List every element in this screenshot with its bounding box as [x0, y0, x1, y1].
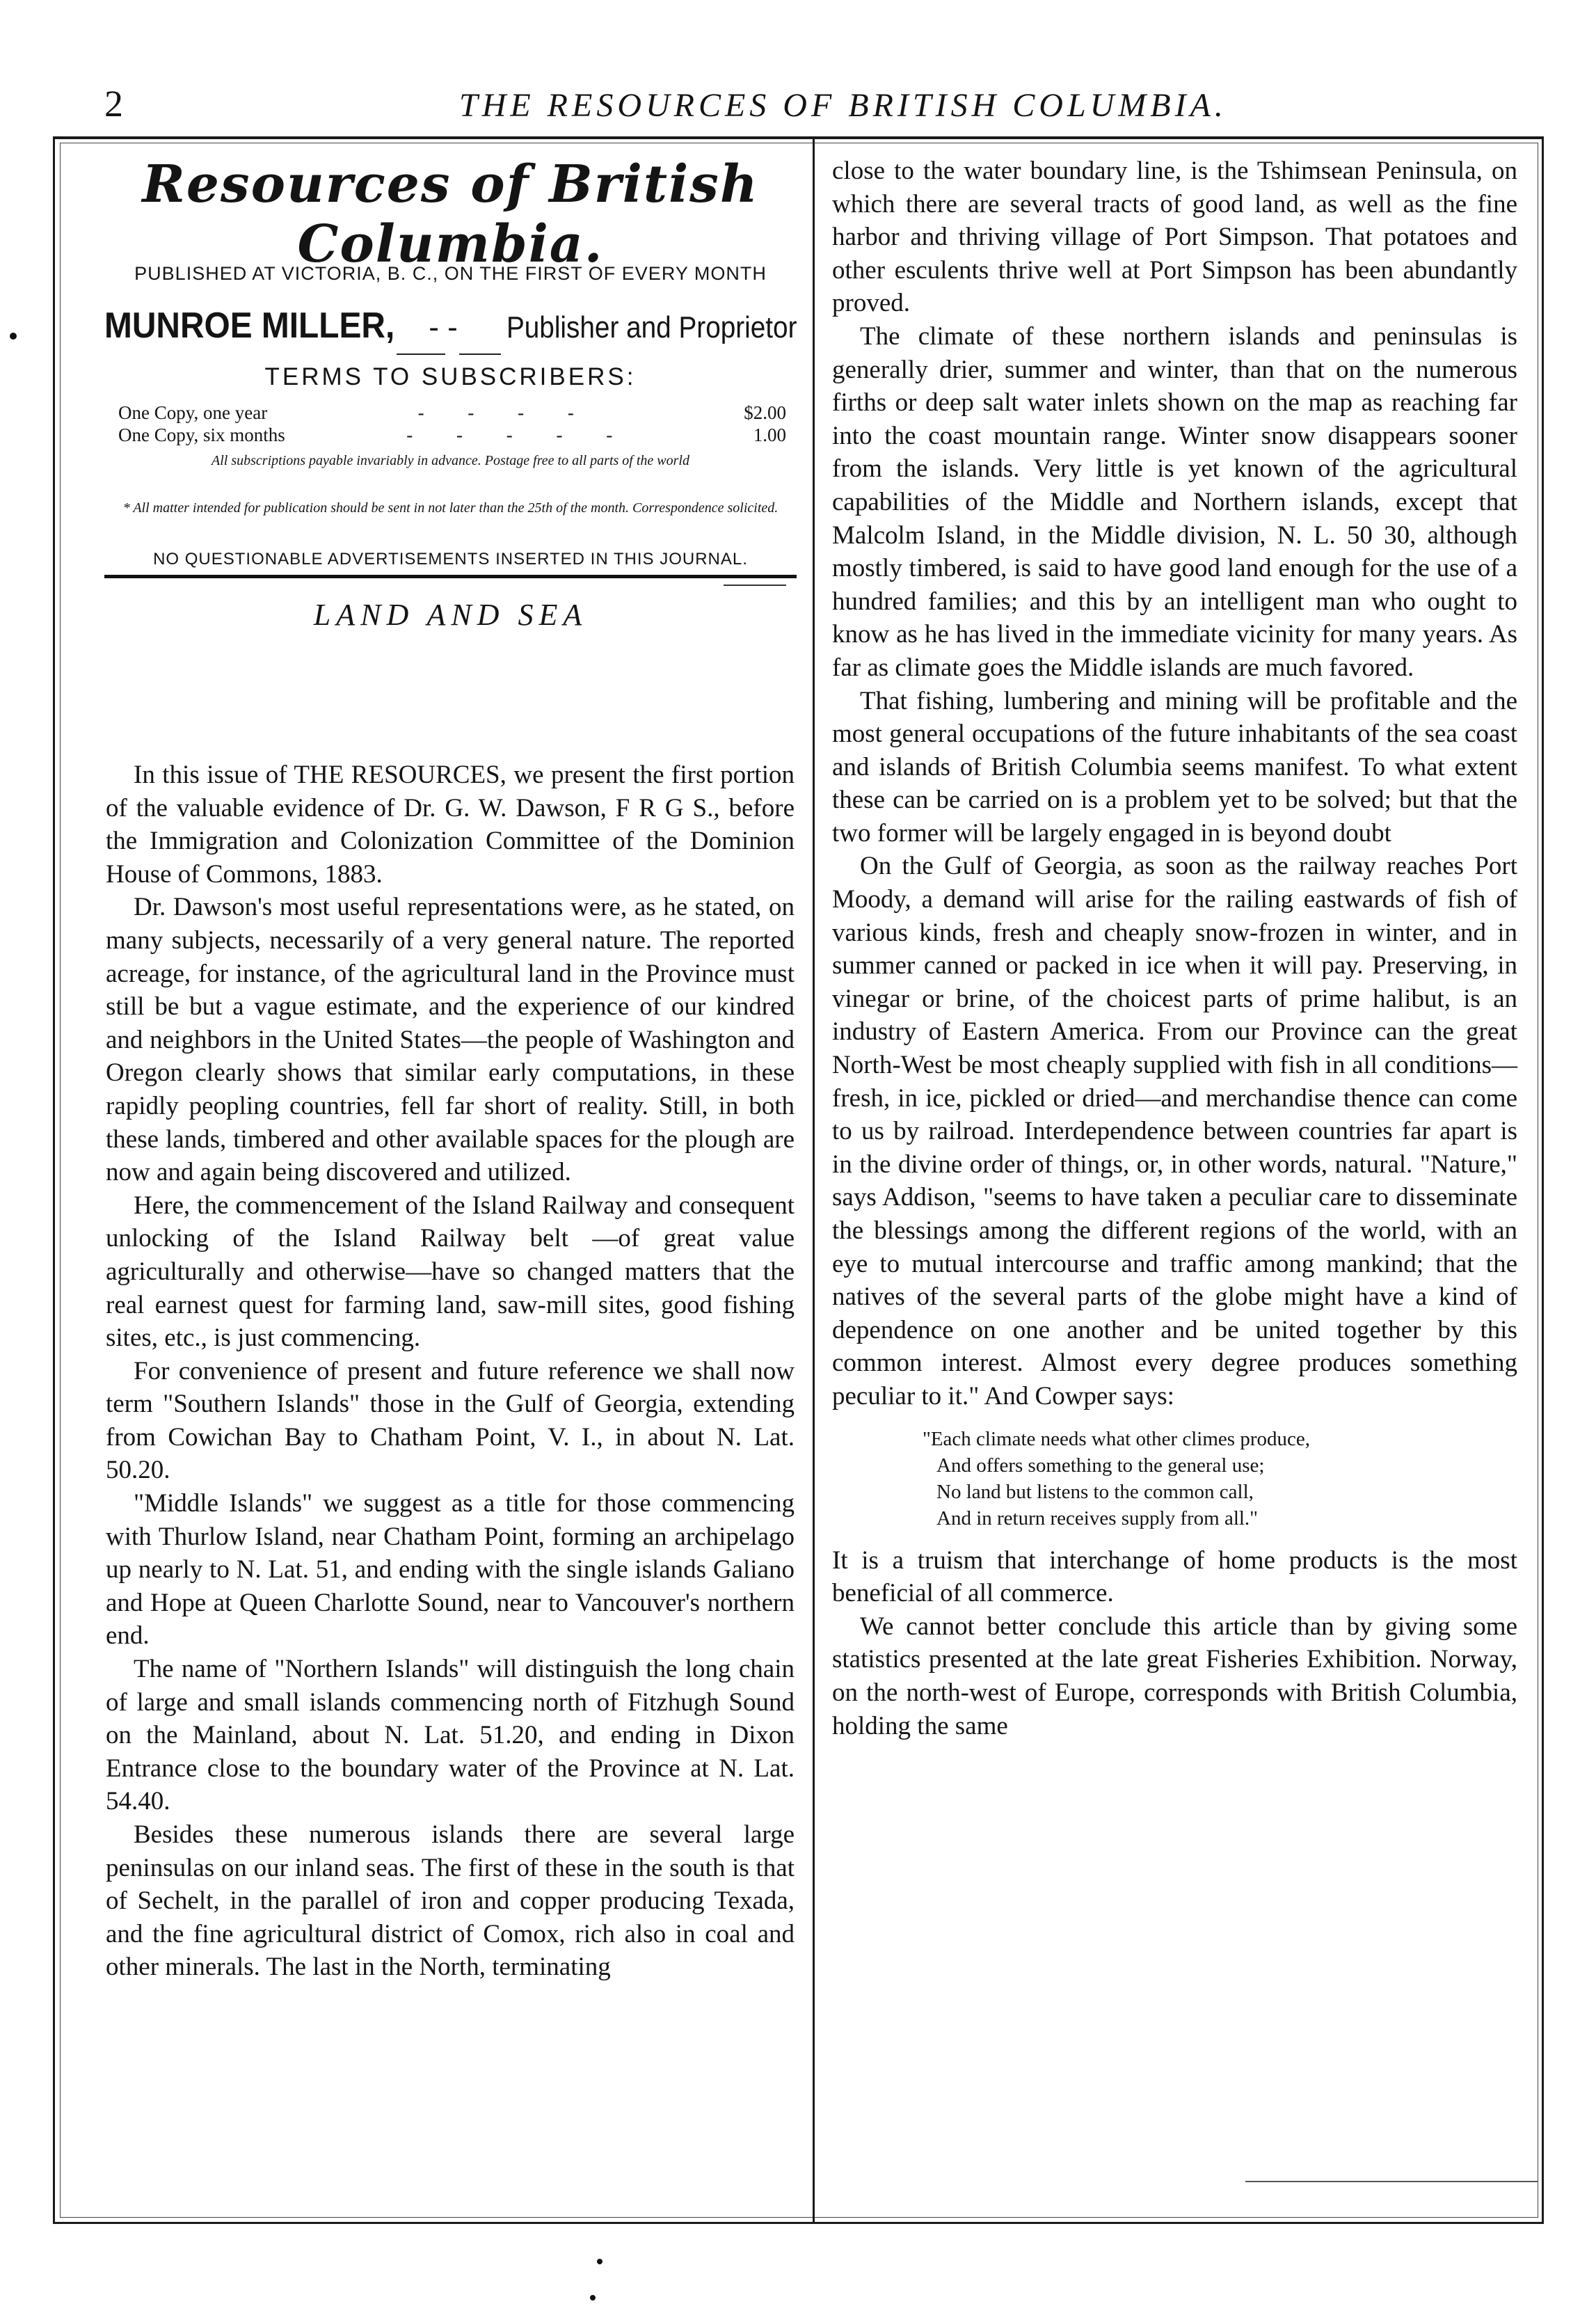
print-speck	[590, 2295, 596, 2301]
matter-note: * All matter intended for publication should be sent in not later than the 25th of the month. Correspondence solicited.	[122, 500, 779, 516]
paragraph: Dr. Dawson's most useful representations were, as he stated, on many subjects, necessarily of a very general nature. The reported acreage, for instance, of the agricultural land in the Province must still be but a vague estimate, and the experience of our kindred and neighbors in the United States—the people of Washington and Oregon clearly shows that similar early computations, in these rapidly peopling countries, fell far short of reality. Still, in both these lands, timbered and other available spaces for the plough are now and again being discovered and utilized.	[106, 893, 795, 1187]
print-speck	[597, 2259, 603, 2264]
publisher-name: MUNROE MILLER,	[104, 305, 395, 346]
divider	[1245, 2181, 1538, 2182]
paragraph: We cannot better conclude this article than by giving some statistics presented at the late great Fisheries Exhibition. Norway, on the north-west of Europe, corresponds with British Columbia, holding the same	[832, 1612, 1517, 1740]
payment-note: All subscriptions payable invariably in advance. Postage free to all parts of the world	[212, 453, 689, 468]
paragraph: It is a truism that interchange of home products is the most beneficial of all commerce.	[832, 1546, 1517, 1608]
paragraph: "Middle Islands" we suggest as a title for those commencing with Thurlow Island, near Chatham Point, forming an archipelago up nearly to N. Lat. 51, and ending with the single islands Galiano and Hope at Queen Charlotte Sound, near to Vancouver's northern end.	[106, 1489, 795, 1651]
divider	[397, 353, 445, 355]
rate-label: One Copy, one year	[118, 402, 268, 423]
poem-quote	[832, 1426, 1517, 1532]
terms-heading: TERMS TO SUBSCRIBERS:	[264, 363, 637, 390]
column-rule	[813, 136, 815, 2224]
masthead-title: Resources of British Columbia.	[142, 154, 759, 274]
paragraph: On the Gulf of Georgia, as soon as the railway reaches Port Moody, a demand will arise for the railing eastwards of fish of various kinds, fresh and cheaply snow-frozen in winter, and in summer canned or packed in ice when it will pay. Preserving, in vinegar or brine, of the choicest parts of prime halibut, is an industry of Eastern America. From our Province can the great North-West be most cheaply supplied with fish in all conditions—fresh, in ice, pickled or dried—and merchandise thence can come to us by railroad. Interdependence between countries far apart is in the divine order of things, or, in other words, natural. "Nature," says Addison, "seems to have taken a peculiar care to disseminate the blessings among the different regions of the world, with an eye to mutual intercourse and traffic among mankind; that the natives of the several parts of the globe might have a kind of dependence on one another and be united together by this common interest. Almost every degree produces something peculiar to it." And Cowper says:	[832, 852, 1517, 1411]
paragraph: Besides these numerous islands there are several large peninsulas on our inland seas. The first of these in the south is that of Sechelt, in the parallel of iron and copper producing Texada, and the fine agricultural district of Comox, rich also in coal and other minerals. The last in the North, terminating	[106, 1820, 795, 1982]
paragraph: In this issue of THE RESOURCES, we present the first portion of the valuable evidence of Dr. G. W. Dawson, F R G S., before the Immigration and Colonization Committee of the Dominion House of Commons, 1883.	[106, 761, 795, 889]
paragraph: The climate of these northern islands and peninsulas is generally drier, summer and winter, than that on the numerous firths or deep salt water inlets shown on the map as reaching far into the coast mountain range. Winter snow disappears sooner from the islands. Very little is yet known of the agricultural capabilities of the Middle and Northern islands, except that Malcolm Island, in the Middle division, N. L. 50 30, although mostly timbered, is said to have good land enough for the use of a hundred families; and this by an intelligent man who ought to know as he has lived in the immediate vicinity for many years. As far as climate goes the Middle islands are much favored.	[832, 321, 1517, 682]
article-column-left	[106, 758, 795, 1984]
poem-line: And in return receives supply from all."	[936, 1507, 1259, 1530]
article-column-right	[832, 154, 1517, 1742]
rate-price: 1.00	[753, 424, 786, 445]
paragraph: Here, the commencement of the Island Railway and consequent unlocking of the Island Railway belt —of great value agriculturally and otherwise—have so changed matters that the real earnest quest for farming land, saw-mill sites, good fishing sites, etc., is just commencing.	[106, 1191, 795, 1353]
publisher-title: Publisher and Proprietor	[506, 310, 797, 344]
article-title: LAND AND SEA	[313, 598, 588, 632]
rate-row-six-months	[118, 424, 786, 446]
poem-line: And offers something to the general use;	[936, 1454, 1265, 1477]
rate-dots: - - - - -	[406, 424, 632, 445]
divider	[724, 585, 786, 586]
print-speck	[10, 333, 17, 340]
poem-line: No land but listens to the common call,	[936, 1480, 1254, 1503]
no-questionable-notice: NO QUESTIONABLE ADVERTISEMENTS INSERTED IN THIS JOURNAL.	[153, 550, 748, 569]
rate-label: One Copy, six months	[118, 424, 285, 445]
rate-dots: - - - -	[417, 402, 593, 423]
paragraph: close to the water boundary line, is the Tshimsean Peninsula, on which there are several tracts of good land, as well as the fine harbor and thriving village of Port Simpson. That potatoes and other esculents thrive well at Port Simpson has been abundantly proved.	[832, 157, 1517, 318]
running-head: THE RESOURCES OF BRITISH COLUMBIA.	[459, 87, 1227, 124]
rate-price: $2.00	[744, 402, 786, 423]
rate-row-year	[118, 402, 786, 424]
paragraph: That fishing, lumbering and mining will be profitable and the most general occupations of the future inhabitants of the sea coast and islands of British Columbia seems manifest. To what extent these can be carried on is a problem yet to be solved; but that the two former will be largely engaged in is beyond doubt	[832, 686, 1517, 848]
paragraph: For convenience of present and future reference we shall now term "Southern Islands" those in the Gulf of Georgia, extending from Cowichan Bay to Chatham Point, V. I., in about N. Lat. 50.20.	[106, 1356, 795, 1485]
masthead-rule	[104, 575, 797, 578]
poem-line: "Each climate needs what other climes produce,	[923, 1427, 1310, 1450]
publisher-dashes: - -	[429, 310, 458, 344]
published-line: PUBLISHED AT VICTORIA, B. C., ON THE FIRST OF EVERY MONTH	[134, 263, 767, 284]
paragraph: The name of "Northern Islands" will distinguish the long chain of large and small islands commencing north of Fitzhugh Sound on the Mainland, about N. Lat. 51.20, and ending in Dixon Entrance close to the boundary water of the Province at N. Lat. 54.40.	[106, 1655, 795, 1816]
publisher-line	[104, 305, 797, 347]
divider	[459, 353, 501, 355]
page-number: 2	[104, 83, 123, 125]
